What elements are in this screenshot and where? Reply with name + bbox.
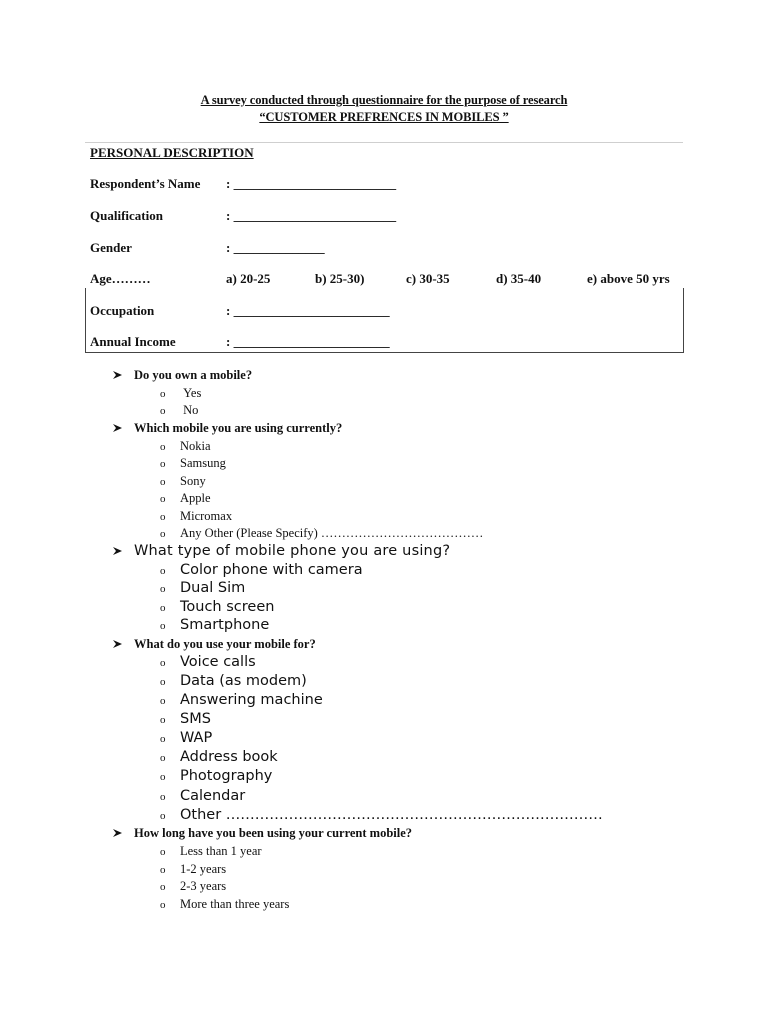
- arrow-bullet-icon: [112, 423, 123, 433]
- option-label: Micromax: [180, 509, 233, 523]
- option-label: Color phone with camera: [180, 562, 363, 578]
- circle-bullet-icon: o: [160, 602, 166, 614]
- option-address-book[interactable]: [160, 749, 278, 765]
- option-any-other[interactable]: [160, 526, 483, 541]
- option-label: Nokia: [180, 439, 211, 453]
- option-label: Any Other (Please Specify) …………………………………: [180, 526, 484, 540]
- option-samsung[interactable]: [160, 456, 226, 471]
- option-label: Less than 1 year: [180, 844, 262, 858]
- option-smartphone[interactable]: [160, 617, 269, 633]
- circle-bullet-icon: o: [160, 493, 166, 505]
- question-text: Do you own a mobile?: [134, 368, 253, 382]
- option-1-2-years[interactable]: [160, 862, 226, 877]
- circle-bullet-icon: o: [160, 565, 166, 577]
- option-sony[interactable]: [160, 474, 206, 489]
- option-wap[interactable]: [160, 730, 212, 746]
- option-label: Dual Sim: [180, 580, 246, 596]
- option-data-modem[interactable]: [160, 673, 307, 689]
- option-more-than-three-years[interactable]: [160, 897, 289, 912]
- option-touch-screen[interactable]: [160, 599, 274, 615]
- option-label: Voice calls: [180, 654, 256, 670]
- option-label: Yes: [183, 386, 202, 400]
- question-text: Which mobile you are using currently?: [134, 421, 343, 435]
- question-text: How long have you been using your current mobile?: [134, 826, 413, 840]
- option-label: Other ……………………………………………………………………: [180, 807, 603, 823]
- option-color-phone[interactable]: [160, 562, 363, 578]
- circle-bullet-icon: o: [160, 864, 166, 876]
- header-rule: [85, 142, 683, 143]
- question-text: What type of mobile phone you are using?: [134, 543, 451, 559]
- circle-bullet-icon: o: [160, 458, 166, 470]
- option-label: Answering machine: [180, 692, 323, 708]
- question-current-mobile: [112, 421, 342, 436]
- option-label: Data (as modem): [180, 673, 307, 689]
- option-label: Sony: [180, 474, 206, 488]
- option-label: 1-2 years: [180, 862, 227, 876]
- option-label: 2-3 years: [180, 879, 227, 893]
- respondent-name-field[interactable]: : _________________________: [226, 176, 397, 191]
- option-label: Apple: [180, 491, 211, 505]
- circle-bullet-icon: o: [160, 899, 166, 911]
- circle-bullet-icon: o: [160, 657, 166, 669]
- option-voice-calls[interactable]: [160, 654, 256, 670]
- option-label: Smartphone: [180, 617, 270, 633]
- option-label: Calendar: [180, 788, 246, 804]
- age-option-e[interactable]: e) above 50 yrs: [587, 271, 670, 286]
- circle-bullet-icon: o: [160, 476, 166, 488]
- question-text: What do you use your mobile for?: [134, 637, 316, 651]
- circle-bullet-icon: o: [160, 620, 166, 632]
- option-label: WAP: [180, 730, 213, 746]
- option-label: Address book: [180, 749, 278, 765]
- option-sms[interactable]: [160, 711, 211, 727]
- option-yes[interactable]: [160, 386, 201, 401]
- circle-bullet-icon: o: [160, 388, 166, 400]
- occupation-label: Occupation: [90, 303, 155, 318]
- survey-title: A survey conducted through questionnaire for the purpose of research: [200, 93, 568, 107]
- circle-bullet-icon: o: [160, 405, 166, 417]
- annual-income-field[interactable]: : ________________________: [226, 334, 390, 349]
- age-option-a[interactable]: a) 20-25: [226, 271, 271, 286]
- option-label: SMS: [180, 711, 211, 727]
- respondent-name-label: Respondent’s Name: [90, 176, 201, 191]
- circle-bullet-icon: o: [160, 752, 166, 764]
- circle-bullet-icon: o: [160, 881, 166, 893]
- option-photography[interactable]: [160, 768, 272, 784]
- arrow-bullet-icon: [112, 639, 123, 649]
- personal-description-heading: PERSONAL DESCRIPTION: [90, 145, 254, 160]
- circle-bullet-icon: o: [160, 511, 166, 523]
- circle-bullet-icon: o: [160, 583, 166, 595]
- option-less-than-1-year[interactable]: [160, 844, 262, 859]
- option-calendar[interactable]: [160, 788, 245, 804]
- circle-bullet-icon: o: [160, 846, 166, 858]
- option-nokia[interactable]: [160, 439, 211, 454]
- annual-income-label: Annual Income: [90, 334, 176, 349]
- option-no[interactable]: [160, 403, 198, 418]
- option-dual-sim[interactable]: [160, 580, 245, 596]
- gender-label: Gender: [90, 240, 132, 255]
- age-option-d[interactable]: d) 35-40: [496, 271, 542, 286]
- circle-bullet-icon: o: [160, 441, 166, 453]
- option-answering-machine[interactable]: [160, 692, 323, 708]
- option-apple[interactable]: [160, 491, 211, 506]
- question-phone-type: [112, 543, 450, 559]
- question-own-mobile: [112, 368, 252, 383]
- age-option-c[interactable]: c) 30-35: [406, 271, 450, 286]
- option-label: Samsung: [180, 456, 226, 470]
- circle-bullet-icon: o: [160, 810, 166, 822]
- survey-subtitle: “CUSTOMER PREFRENCES IN MOBILES ”: [259, 110, 509, 124]
- age-label: Age………: [90, 271, 151, 286]
- age-option-b[interactable]: b) 25-30): [315, 271, 365, 286]
- circle-bullet-icon: o: [160, 695, 166, 707]
- circle-bullet-icon: o: [160, 714, 166, 726]
- option-2-3-years[interactable]: [160, 879, 226, 894]
- option-micromax[interactable]: [160, 509, 232, 524]
- option-label: Photography: [180, 768, 273, 784]
- circle-bullet-icon: o: [160, 791, 166, 803]
- question-usage-duration: [112, 826, 412, 841]
- arrow-bullet-icon: [112, 546, 123, 556]
- circle-bullet-icon: o: [160, 733, 166, 745]
- arrow-bullet-icon: [112, 370, 123, 380]
- question-mobile-use: [112, 637, 316, 652]
- option-label: No: [183, 403, 199, 417]
- circle-bullet-icon: o: [160, 528, 166, 540]
- gender-field[interactable]: : ______________: [226, 240, 325, 255]
- qualification-field[interactable]: : _________________________: [226, 208, 397, 223]
- circle-bullet-icon: o: [160, 771, 166, 783]
- arrow-bullet-icon: [112, 828, 123, 838]
- qualification-label: Qualification: [90, 208, 163, 223]
- option-other[interactable]: [160, 807, 603, 823]
- occupation-field[interactable]: : ________________________: [226, 303, 390, 318]
- option-label: Touch screen: [180, 599, 275, 615]
- circle-bullet-icon: o: [160, 676, 166, 688]
- option-label: More than three years: [180, 897, 290, 911]
